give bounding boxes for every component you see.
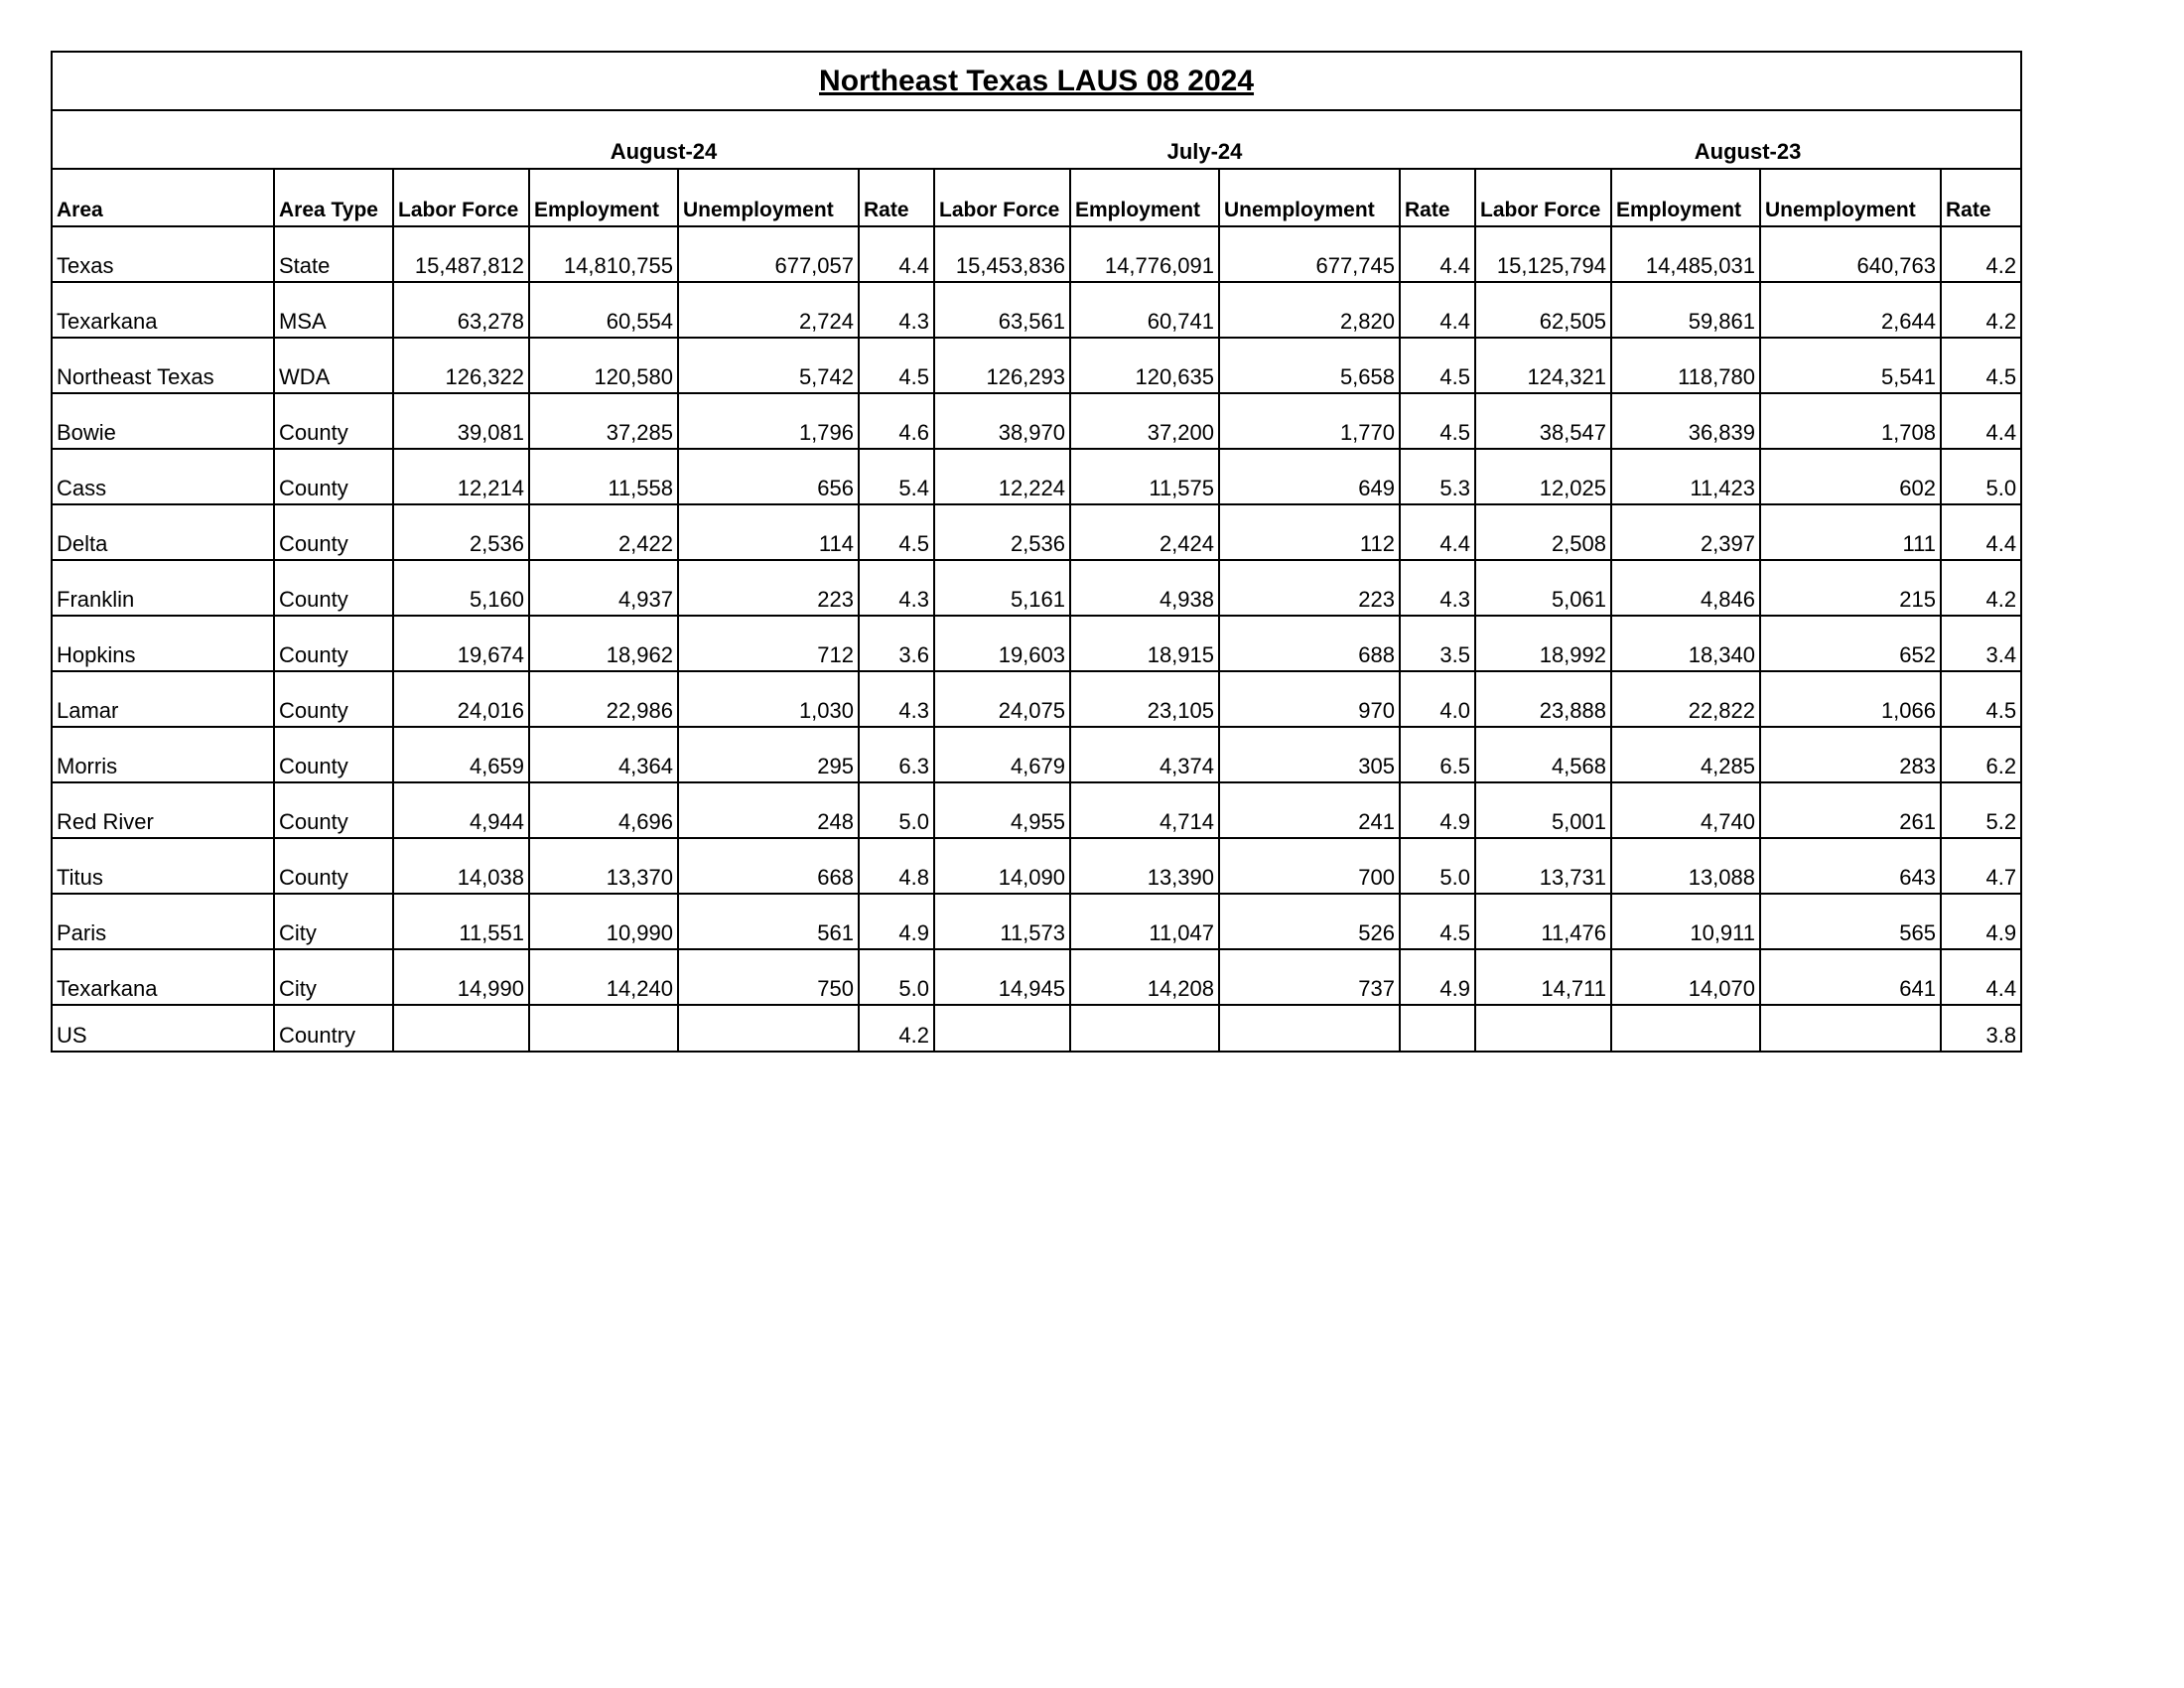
value-cell: 3.4 <box>1941 616 2021 671</box>
table-row <box>52 616 2021 671</box>
area-type-cell: County <box>274 449 393 504</box>
value-cell: 11,423 <box>1611 449 1760 504</box>
value-cell: 4.3 <box>859 282 934 338</box>
value-cell <box>1070 1005 1219 1052</box>
value-cell: 4,846 <box>1611 560 1760 616</box>
period-spacer <box>52 110 393 169</box>
value-cell <box>1475 1005 1611 1052</box>
value-cell: 4.4 <box>1400 282 1475 338</box>
value-cell: 24,075 <box>934 671 1070 727</box>
area-cell: Cass <box>52 449 274 504</box>
value-cell: 970 <box>1219 671 1400 727</box>
value-cell: 4,944 <box>393 782 529 838</box>
value-cell: 5,160 <box>393 560 529 616</box>
value-cell: 643 <box>1760 838 1941 894</box>
value-cell: 14,945 <box>934 949 1070 1005</box>
value-cell: 63,561 <box>934 282 1070 338</box>
value-cell: 248 <box>678 782 859 838</box>
value-cell: 14,776,091 <box>1070 226 1219 282</box>
column-header: Area Type <box>274 169 393 226</box>
value-cell: 4,659 <box>393 727 529 782</box>
value-cell: 5,541 <box>1760 338 1941 393</box>
value-cell: 10,990 <box>529 894 678 949</box>
value-cell: 126,293 <box>934 338 1070 393</box>
value-cell <box>1400 1005 1475 1052</box>
value-cell: 4.4 <box>859 226 934 282</box>
value-cell: 261 <box>1760 782 1941 838</box>
value-cell: 14,810,755 <box>529 226 678 282</box>
value-cell: 1,770 <box>1219 393 1400 449</box>
area-cell: Northeast Texas <box>52 338 274 393</box>
value-cell: 11,476 <box>1475 894 1611 949</box>
value-cell: 6.3 <box>859 727 934 782</box>
value-cell: 4.5 <box>1941 671 2021 727</box>
value-cell: 5.3 <box>1400 449 1475 504</box>
value-cell: 649 <box>1219 449 1400 504</box>
value-cell: 2,820 <box>1219 282 1400 338</box>
value-cell: 241 <box>1219 782 1400 838</box>
value-cell: 18,962 <box>529 616 678 671</box>
value-cell: 4,679 <box>934 727 1070 782</box>
value-cell: 5.0 <box>859 782 934 838</box>
area-cell: Texas <box>52 226 274 282</box>
column-header: Unemployment <box>678 169 859 226</box>
value-cell: 120,580 <box>529 338 678 393</box>
value-cell: 14,485,031 <box>1611 226 1760 282</box>
area-type-cell: County <box>274 727 393 782</box>
value-cell: 4.8 <box>859 838 934 894</box>
value-cell: 12,025 <box>1475 449 1611 504</box>
area-cell: Franklin <box>52 560 274 616</box>
area-type-cell: Country <box>274 1005 393 1052</box>
value-cell: 37,200 <box>1070 393 1219 449</box>
value-cell: 13,390 <box>1070 838 1219 894</box>
value-cell: 4.3 <box>859 671 934 727</box>
value-cell: 12,224 <box>934 449 1070 504</box>
value-cell: 750 <box>678 949 859 1005</box>
value-cell: 23,105 <box>1070 671 1219 727</box>
value-cell: 11,573 <box>934 894 1070 949</box>
value-cell: 62,505 <box>1475 282 1611 338</box>
value-cell: 111 <box>1760 504 1941 560</box>
value-cell: 4,568 <box>1475 727 1611 782</box>
column-header: Labor Force <box>934 169 1070 226</box>
value-cell: 14,240 <box>529 949 678 1005</box>
value-cell: 14,090 <box>934 838 1070 894</box>
value-cell: 4,696 <box>529 782 678 838</box>
value-cell: 5,061 <box>1475 560 1611 616</box>
value-cell: 668 <box>678 838 859 894</box>
value-cell: 652 <box>1760 616 1941 671</box>
value-cell: 5.2 <box>1941 782 2021 838</box>
value-cell: 641 <box>1760 949 1941 1005</box>
value-cell: 60,554 <box>529 282 678 338</box>
value-cell: 15,125,794 <box>1475 226 1611 282</box>
area-type-cell: City <box>274 949 393 1005</box>
value-cell: 4,285 <box>1611 727 1760 782</box>
value-cell: 14,038 <box>393 838 529 894</box>
value-cell: 295 <box>678 727 859 782</box>
value-cell: 60,741 <box>1070 282 1219 338</box>
value-cell: 15,487,812 <box>393 226 529 282</box>
value-cell: 124,321 <box>1475 338 1611 393</box>
value-cell: 677,057 <box>678 226 859 282</box>
table-row <box>52 949 2021 1005</box>
table-row <box>52 782 2021 838</box>
value-cell: 5.0 <box>1400 838 1475 894</box>
value-cell: 5.4 <box>859 449 934 504</box>
value-cell: 688 <box>1219 616 1400 671</box>
value-cell: 640,763 <box>1760 226 1941 282</box>
table-row <box>52 282 2021 338</box>
value-cell: 4.9 <box>1400 782 1475 838</box>
column-header: Employment <box>1611 169 1760 226</box>
value-cell: 700 <box>1219 838 1400 894</box>
area-cell: Texarkana <box>52 949 274 1005</box>
area-cell: Hopkins <box>52 616 274 671</box>
value-cell: 3.6 <box>859 616 934 671</box>
value-cell: 565 <box>1760 894 1941 949</box>
value-cell: 5,658 <box>1219 338 1400 393</box>
value-cell: 4.4 <box>1400 504 1475 560</box>
value-cell: 126,322 <box>393 338 529 393</box>
area-cell: Delta <box>52 504 274 560</box>
value-cell: 5.0 <box>859 949 934 1005</box>
value-cell: 4,374 <box>1070 727 1219 782</box>
table-row <box>52 504 2021 560</box>
column-header: Unemployment <box>1219 169 1400 226</box>
value-cell: 114 <box>678 504 859 560</box>
value-cell: 4.5 <box>1400 393 1475 449</box>
value-cell: 19,603 <box>934 616 1070 671</box>
area-type-cell: State <box>274 226 393 282</box>
title-row <box>52 52 2021 110</box>
value-cell: 118,780 <box>1611 338 1760 393</box>
value-cell <box>678 1005 859 1052</box>
table-row <box>52 1005 2021 1052</box>
value-cell: 4.9 <box>859 894 934 949</box>
value-cell: 4.4 <box>1400 226 1475 282</box>
value-cell: 4.3 <box>1400 560 1475 616</box>
value-cell: 18,340 <box>1611 616 1760 671</box>
area-cell: Red River <box>52 782 274 838</box>
value-cell: 59,861 <box>1611 282 1760 338</box>
value-cell: 36,839 <box>1611 393 1760 449</box>
value-cell: 38,547 <box>1475 393 1611 449</box>
column-header: Employment <box>529 169 678 226</box>
value-cell: 4,955 <box>934 782 1070 838</box>
area-cell: Morris <box>52 727 274 782</box>
area-type-cell: MSA <box>274 282 393 338</box>
value-cell: 677,745 <box>1219 226 1400 282</box>
area-cell: US <box>52 1005 274 1052</box>
area-type-cell: County <box>274 560 393 616</box>
value-cell: 120,635 <box>1070 338 1219 393</box>
value-cell: 305 <box>1219 727 1400 782</box>
value-cell: 4.5 <box>1400 338 1475 393</box>
value-cell: 1,066 <box>1760 671 1941 727</box>
value-cell: 737 <box>1219 949 1400 1005</box>
area-type-cell: County <box>274 616 393 671</box>
value-cell: 10,911 <box>1611 894 1760 949</box>
value-cell: 2,536 <box>934 504 1070 560</box>
value-cell: 223 <box>678 560 859 616</box>
value-cell: 2,424 <box>1070 504 1219 560</box>
table-row <box>52 838 2021 894</box>
area-cell: Paris <box>52 894 274 949</box>
value-cell: 15,453,836 <box>934 226 1070 282</box>
table-row <box>52 560 2021 616</box>
value-cell: 3.5 <box>1400 616 1475 671</box>
laus-table <box>51 51 2022 1053</box>
column-header: Area <box>52 169 274 226</box>
value-cell: 602 <box>1760 449 1941 504</box>
table-row <box>52 338 2021 393</box>
area-type-cell: County <box>274 838 393 894</box>
value-cell <box>1611 1005 1760 1052</box>
value-cell: 38,970 <box>934 393 1070 449</box>
value-cell: 11,575 <box>1070 449 1219 504</box>
value-cell: 4.4 <box>1941 504 2021 560</box>
value-cell: 4,937 <box>529 560 678 616</box>
value-cell: 5,001 <box>1475 782 1611 838</box>
table-row <box>52 449 2021 504</box>
value-cell: 561 <box>678 894 859 949</box>
value-cell: 22,822 <box>1611 671 1760 727</box>
area-type-cell: County <box>274 393 393 449</box>
value-cell: 112 <box>1219 504 1400 560</box>
value-cell: 526 <box>1219 894 1400 949</box>
value-cell: 4.5 <box>1941 338 2021 393</box>
value-cell: 11,047 <box>1070 894 1219 949</box>
value-cell: 4.5 <box>859 338 934 393</box>
value-cell: 5.0 <box>1941 449 2021 504</box>
area-cell: Lamar <box>52 671 274 727</box>
value-cell: 13,370 <box>529 838 678 894</box>
value-cell: 4.3 <box>859 560 934 616</box>
value-cell: 4.2 <box>1941 560 2021 616</box>
column-header: Labor Force <box>393 169 529 226</box>
period-header-2: July-24 <box>934 110 1475 169</box>
value-cell: 4,714 <box>1070 782 1219 838</box>
period-header-1: August-24 <box>393 110 934 169</box>
value-cell: 4.0 <box>1400 671 1475 727</box>
period-row <box>52 110 2021 169</box>
value-cell: 1,708 <box>1760 393 1941 449</box>
table-title: Northeast Texas LAUS 08 2024 <box>52 52 2021 110</box>
value-cell: 4.4 <box>1941 949 2021 1005</box>
table-row <box>52 727 2021 782</box>
table-row <box>52 393 2021 449</box>
value-cell: 283 <box>1760 727 1941 782</box>
value-cell <box>1219 1005 1400 1052</box>
value-cell: 39,081 <box>393 393 529 449</box>
value-cell: 63,278 <box>393 282 529 338</box>
value-cell <box>1760 1005 1941 1052</box>
value-cell: 3.8 <box>1941 1005 2021 1052</box>
value-cell <box>529 1005 678 1052</box>
area-cell: Titus <box>52 838 274 894</box>
value-cell: 712 <box>678 616 859 671</box>
column-header-row <box>52 169 2021 226</box>
value-cell: 4.6 <box>859 393 934 449</box>
column-header: Employment <box>1070 169 1219 226</box>
table-row <box>52 894 2021 949</box>
value-cell: 5,161 <box>934 560 1070 616</box>
value-cell: 215 <box>1760 560 1941 616</box>
value-cell: 4,938 <box>1070 560 1219 616</box>
value-cell: 4.2 <box>1941 282 2021 338</box>
value-cell: 14,070 <box>1611 949 1760 1005</box>
value-cell: 2,397 <box>1611 504 1760 560</box>
value-cell: 4,364 <box>529 727 678 782</box>
value-cell: 23,888 <box>1475 671 1611 727</box>
column-header: Rate <box>1941 169 2021 226</box>
value-cell: 1,796 <box>678 393 859 449</box>
area-type-cell: County <box>274 504 393 560</box>
value-cell <box>934 1005 1070 1052</box>
column-header: Labor Force <box>1475 169 1611 226</box>
table-row <box>52 226 2021 282</box>
area-type-cell: County <box>274 671 393 727</box>
value-cell: 4.9 <box>1400 949 1475 1005</box>
value-cell: 18,992 <box>1475 616 1611 671</box>
value-cell: 4.2 <box>1941 226 2021 282</box>
table-row <box>52 671 2021 727</box>
column-header: Rate <box>859 169 934 226</box>
value-cell: 4,740 <box>1611 782 1760 838</box>
column-header: Rate <box>1400 169 1475 226</box>
period-header-3: August-23 <box>1475 110 2021 169</box>
value-cell: 4.5 <box>859 504 934 560</box>
value-cell: 2,422 <box>529 504 678 560</box>
area-cell: Texarkana <box>52 282 274 338</box>
value-cell: 14,208 <box>1070 949 1219 1005</box>
value-cell: 4.5 <box>1400 894 1475 949</box>
value-cell: 6.5 <box>1400 727 1475 782</box>
value-cell: 5,742 <box>678 338 859 393</box>
value-cell: 14,990 <box>393 949 529 1005</box>
value-cell: 13,731 <box>1475 838 1611 894</box>
value-cell: 2,644 <box>1760 282 1941 338</box>
value-cell: 2,536 <box>393 504 529 560</box>
value-cell: 22,986 <box>529 671 678 727</box>
value-cell: 656 <box>678 449 859 504</box>
value-cell: 1,030 <box>678 671 859 727</box>
column-header: Unemployment <box>1760 169 1941 226</box>
value-cell: 11,558 <box>529 449 678 504</box>
area-type-cell: City <box>274 894 393 949</box>
value-cell: 2,508 <box>1475 504 1611 560</box>
area-type-cell: County <box>274 782 393 838</box>
value-cell: 4.2 <box>859 1005 934 1052</box>
value-cell: 19,674 <box>393 616 529 671</box>
value-cell: 11,551 <box>393 894 529 949</box>
value-cell: 223 <box>1219 560 1400 616</box>
value-cell: 12,214 <box>393 449 529 504</box>
value-cell: 18,915 <box>1070 616 1219 671</box>
value-cell: 4.4 <box>1941 393 2021 449</box>
value-cell: 37,285 <box>529 393 678 449</box>
value-cell: 14,711 <box>1475 949 1611 1005</box>
value-cell <box>393 1005 529 1052</box>
area-cell: Bowie <box>52 393 274 449</box>
area-type-cell: WDA <box>274 338 393 393</box>
value-cell: 4.7 <box>1941 838 2021 894</box>
value-cell: 24,016 <box>393 671 529 727</box>
value-cell: 4.9 <box>1941 894 2021 949</box>
value-cell: 2,724 <box>678 282 859 338</box>
value-cell: 13,088 <box>1611 838 1760 894</box>
value-cell: 6.2 <box>1941 727 2021 782</box>
